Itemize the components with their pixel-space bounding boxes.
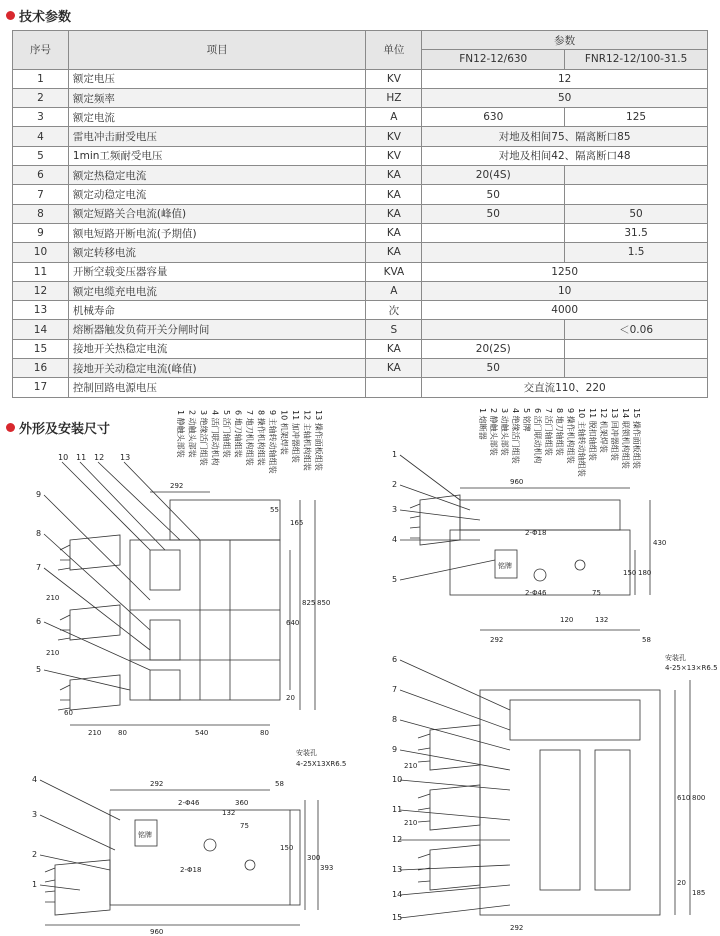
cell-no: 2 xyxy=(13,88,69,107)
dim-80-b: 80 xyxy=(260,729,269,737)
cell-param-b xyxy=(565,359,708,378)
table-row xyxy=(13,378,708,397)
dim-58: 58 xyxy=(275,780,284,788)
cell-item: 额定短路关合电流(峰值) xyxy=(68,204,365,223)
table-row xyxy=(13,359,708,378)
dim-210-a: 210 xyxy=(404,762,418,770)
table-row xyxy=(13,127,708,146)
cell-unit: KA xyxy=(366,223,422,242)
parts-list-1 xyxy=(176,410,324,474)
dim-55: 55 xyxy=(270,506,279,514)
cell-item: 额定热稳定电流 xyxy=(68,166,365,185)
cell-param-b xyxy=(565,185,708,204)
cell-item: 熔断器触发负荷开关分闸时间 xyxy=(68,320,365,339)
dim-393: 393 xyxy=(320,864,334,872)
header-item: 项目 xyxy=(68,31,365,70)
part-label: 4 绝缘活门组装 xyxy=(511,408,520,464)
cell-no: 1 xyxy=(13,69,69,88)
cell-param-a: 20(2S) xyxy=(422,339,565,358)
mount-hole-label: 安装孔 xyxy=(296,749,317,757)
callout-number: 8 xyxy=(36,529,42,538)
cell-no: 17 xyxy=(13,378,69,397)
dim-132: 132 xyxy=(222,809,236,817)
cell-param-b: ＜0.06 xyxy=(565,320,708,339)
cell-unit: KV xyxy=(366,127,422,146)
dim-960: 960 xyxy=(510,478,524,486)
cell-no: 9 xyxy=(13,223,69,242)
callout-number: 9 xyxy=(36,490,42,499)
callout-number: 7 xyxy=(392,685,398,694)
header-model-a: FN12-12/630 xyxy=(422,50,565,69)
table-row xyxy=(13,243,708,262)
part-label: 3 动触头部装 xyxy=(500,408,509,456)
part-label: 2 动触头部装 xyxy=(187,410,197,458)
callout-number: 6 xyxy=(392,655,398,664)
cell-no: 14 xyxy=(13,320,69,339)
table-row xyxy=(13,339,708,358)
cell-unit: HZ xyxy=(366,88,422,107)
cell-item: 机械寿命 xyxy=(68,301,365,320)
dim-540: 540 xyxy=(195,729,209,737)
part-label: 7 地刀机构组装 xyxy=(245,410,254,466)
part-label: 15 操作面板组装 xyxy=(632,408,641,469)
table-row xyxy=(13,146,708,165)
dim-165: 165 xyxy=(290,519,304,527)
cell-param-a: 50 xyxy=(422,204,565,223)
callout-number: 11 xyxy=(76,453,87,462)
cell-unit xyxy=(366,378,422,397)
cell-param-a xyxy=(422,320,565,339)
cell-item: 额定动稳定电流 xyxy=(68,185,365,204)
part-label: 8 地刀轴组装 xyxy=(555,408,564,456)
callout-number: 15 xyxy=(392,913,403,922)
table-row xyxy=(13,223,708,242)
drawing-front-view-fuse xyxy=(360,650,720,936)
dim-2-phi18: 2-Φ18 xyxy=(180,866,202,874)
dim-210-c: 210 xyxy=(88,729,102,737)
callout-number: 3 xyxy=(32,810,38,819)
callout-number: 2 xyxy=(32,850,38,859)
dim-120: 120 xyxy=(560,616,574,624)
nameplate-label: 铭牌 xyxy=(138,831,152,839)
cell-param-merged: 1250 xyxy=(422,262,708,281)
part-label: 7 活门轴组装 xyxy=(544,408,553,456)
dim-800: 800 xyxy=(692,794,706,802)
dim-300: 300 xyxy=(307,854,321,862)
part-label: 12 机架焊装 xyxy=(599,408,608,453)
part-label: 5 活门轴组装 xyxy=(222,410,231,458)
callout-number: 14 xyxy=(392,890,403,899)
dim-75: 75 xyxy=(240,822,249,830)
cell-unit: KA xyxy=(366,359,422,378)
table-row xyxy=(13,204,708,223)
part-label: 10 主轴转动轴组装 xyxy=(577,408,586,477)
cell-unit: 次 xyxy=(366,301,422,320)
cell-no: 5 xyxy=(13,146,69,165)
cell-param-a xyxy=(422,243,565,262)
cell-param-b: 31.5 xyxy=(565,223,708,242)
cell-unit: KA xyxy=(366,243,422,262)
cell-unit: S xyxy=(366,320,422,339)
header-no: 序号 xyxy=(13,31,69,70)
dim-185: 185 xyxy=(692,889,706,897)
dim-132: 132 xyxy=(595,616,609,624)
dim-610: 610 xyxy=(677,794,691,802)
cell-item: 接地开关动稳定电流(峰值) xyxy=(68,359,365,378)
part-label: 1 静触头部装 xyxy=(176,410,185,458)
dim-58: 58 xyxy=(642,636,651,644)
part-label: 6 活门联动机构 xyxy=(533,408,542,464)
dim-210-a: 210 xyxy=(46,594,60,602)
part-label: 1 熔断器 xyxy=(478,408,487,440)
part-label: 10 机架焊装 xyxy=(279,410,289,455)
part-label: 5 铭牌 xyxy=(522,408,531,432)
cell-item: 额定频率 xyxy=(68,88,365,107)
header-unit: 单位 xyxy=(366,31,422,70)
cell-unit: KV xyxy=(366,69,422,88)
dim-2-phi46: 2-Φ46 xyxy=(525,589,547,597)
dimensions-title: 外形及安装尺寸 xyxy=(6,418,110,437)
table-row xyxy=(13,320,708,339)
callout-number: 1 xyxy=(32,880,38,889)
drawing-side-view-fuse xyxy=(360,400,720,650)
cell-param-merged: 交直流110、220 xyxy=(422,378,708,397)
dim-640: 640 xyxy=(286,619,300,627)
callout-number: 7 xyxy=(36,563,42,572)
cell-item: 控制回路电源电压 xyxy=(68,378,365,397)
callout-number: 4 xyxy=(32,775,38,784)
cell-no: 11 xyxy=(13,262,69,281)
table-row xyxy=(13,69,708,88)
dim-20: 20 xyxy=(286,694,295,702)
part-label: 11 脱扣轴组装 xyxy=(588,408,597,461)
cell-param-a: 630 xyxy=(422,108,565,127)
cell-no: 8 xyxy=(13,204,69,223)
callout-number: 3 xyxy=(392,505,398,514)
table-row xyxy=(13,301,708,320)
part-label: 13 回冲器组装 xyxy=(610,408,619,461)
drawing-front-view xyxy=(0,400,360,780)
cell-unit: KA xyxy=(366,339,422,358)
tech-params-title: 技术参数 xyxy=(6,6,71,25)
cell-param-merged: 12 xyxy=(422,69,708,88)
cell-item: 额电短路开断电流(予期值) xyxy=(68,223,365,242)
fuse-insulator xyxy=(410,495,460,545)
callout-number: 5 xyxy=(392,575,398,584)
cell-unit: KA xyxy=(366,185,422,204)
part-label: 11 加冲器组装 xyxy=(291,410,300,463)
part-label: 6 地刀轴组装 xyxy=(233,410,243,458)
table-row xyxy=(13,88,708,107)
dim-2-phi18: 2-Φ18 xyxy=(525,529,547,537)
cell-unit: KA xyxy=(366,166,422,185)
part-label: 4 活门联动机构 xyxy=(210,410,220,466)
cell-param-merged: 50 xyxy=(422,88,708,107)
cell-unit: KVA xyxy=(366,262,422,281)
cell-param-a xyxy=(422,223,565,242)
dim-150: 150 xyxy=(280,844,294,852)
callout-number: 12 xyxy=(392,835,403,844)
cell-no: 12 xyxy=(13,281,69,300)
cell-item: 接地开关热稳定电流 xyxy=(68,339,365,358)
callout-number: 11 xyxy=(392,805,403,814)
cell-unit: KA xyxy=(366,204,422,223)
dim-210-b: 210 xyxy=(46,649,60,657)
cell-param-a: 20(4S) xyxy=(422,166,565,185)
callout-number: 12 xyxy=(94,453,105,462)
top-mechanism xyxy=(170,500,280,540)
mount-hole-spec: 4-25X13XR6.5 xyxy=(296,760,347,768)
header-params: 参数 xyxy=(422,31,708,50)
header-model-b: FNR12-12/100-31.5 xyxy=(565,50,708,69)
callout-number: 2 xyxy=(392,480,398,489)
dim-75: 75 xyxy=(592,589,601,597)
cell-unit: A xyxy=(366,281,422,300)
cell-param-b xyxy=(565,339,708,358)
callout-number: 10 xyxy=(58,453,69,462)
cell-no: 10 xyxy=(13,243,69,262)
dim-60: 60 xyxy=(64,709,73,717)
callout-number: 5 xyxy=(36,665,42,674)
cell-param-merged: 4000 xyxy=(422,301,708,320)
dim-850: 850 xyxy=(317,599,331,607)
fuse-insulator-stack xyxy=(418,725,480,890)
part-label: 12 主轴机构组装 xyxy=(302,410,312,471)
callout-number: 4 xyxy=(392,535,398,544)
dim-20: 20 xyxy=(677,879,686,887)
base-frame xyxy=(110,810,300,905)
part-label: 3 绝缘活门组装 xyxy=(199,410,208,466)
dim-180: 180 xyxy=(638,569,652,577)
cell-param-merged: 对地及相间75、隔离断口85 xyxy=(422,127,708,146)
dim-2-phi46: 2-Φ46 xyxy=(178,799,200,807)
cell-item: 额定电压 xyxy=(68,69,365,88)
dim-292: 292 xyxy=(150,780,164,788)
cell-item: 雷电冲击耐受电压 xyxy=(68,127,365,146)
cell-no: 6 xyxy=(13,166,69,185)
table-row xyxy=(13,166,708,185)
table-row xyxy=(13,281,708,300)
callout-number: 10 xyxy=(392,775,403,784)
nameplate-label: 铭牌 xyxy=(498,562,512,570)
callout-number: 6 xyxy=(36,617,42,626)
part-label: 9 主轴转动轴组装 xyxy=(268,410,277,474)
mount-hole-label: 安装孔 xyxy=(665,654,686,662)
red-bullet-icon xyxy=(6,11,15,20)
dim-360: 360 xyxy=(235,799,249,807)
callout-number: 13 xyxy=(120,453,131,462)
dim-960: 960 xyxy=(150,928,164,936)
cell-unit: A xyxy=(366,108,422,127)
callout-number: 9 xyxy=(392,745,398,754)
cell-no: 15 xyxy=(13,339,69,358)
spec-table xyxy=(12,30,708,398)
cell-unit: KV xyxy=(366,146,422,165)
cell-item: 1min工频耐受电压 xyxy=(68,146,365,165)
table-row xyxy=(13,262,708,281)
frame-outline xyxy=(480,690,660,915)
dim-292: 292 xyxy=(170,482,184,490)
cell-item: 额定电缆充电电流 xyxy=(68,281,365,300)
dim-430: 430 xyxy=(653,539,667,547)
callout-number: 1 xyxy=(392,450,398,459)
cell-param-b xyxy=(565,166,708,185)
callout-number: 8 xyxy=(392,715,398,724)
part-label: 9 操作机构组装 xyxy=(566,408,575,464)
callout-number: 13 xyxy=(392,865,403,874)
cell-param-merged: 10 xyxy=(422,281,708,300)
cell-param-a: 50 xyxy=(422,185,565,204)
part-label: 13 操作面板组装 xyxy=(314,410,323,471)
cell-item: 开断空载变压器容量 xyxy=(68,262,365,281)
cell-param-merged: 对地及相间42、隔离断口48 xyxy=(422,146,708,165)
dim-80-a: 80 xyxy=(118,729,127,737)
table-row xyxy=(13,108,708,127)
part-label: 2 静触头部装 xyxy=(489,408,498,456)
cell-param-b: 1.5 xyxy=(565,243,708,262)
cell-item: 额定转移电流 xyxy=(68,243,365,262)
part-label: 14 联锁机构组装 xyxy=(621,408,630,469)
cell-no: 4 xyxy=(13,127,69,146)
dim-825: 825 xyxy=(302,599,316,607)
cell-param-a: 50 xyxy=(422,359,565,378)
dim-292: 292 xyxy=(490,636,504,644)
dim-292: 292 xyxy=(510,924,524,932)
cell-item: 额定电流 xyxy=(68,108,365,127)
mount-hole-spec: 4-25×13×R6.5 xyxy=(665,664,718,672)
cell-param-b: 50 xyxy=(565,204,708,223)
cell-no: 3 xyxy=(13,108,69,127)
cell-no: 7 xyxy=(13,185,69,204)
dim-150: 150 xyxy=(623,569,637,577)
dim-210-b: 210 xyxy=(404,819,418,827)
cell-param-b: 125 xyxy=(565,108,708,127)
drawing-side-view xyxy=(0,760,360,936)
cell-no: 13 xyxy=(13,301,69,320)
cell-no: 16 xyxy=(13,359,69,378)
part-label: 8 操作机构组装 xyxy=(256,410,266,466)
table-row xyxy=(13,185,708,204)
